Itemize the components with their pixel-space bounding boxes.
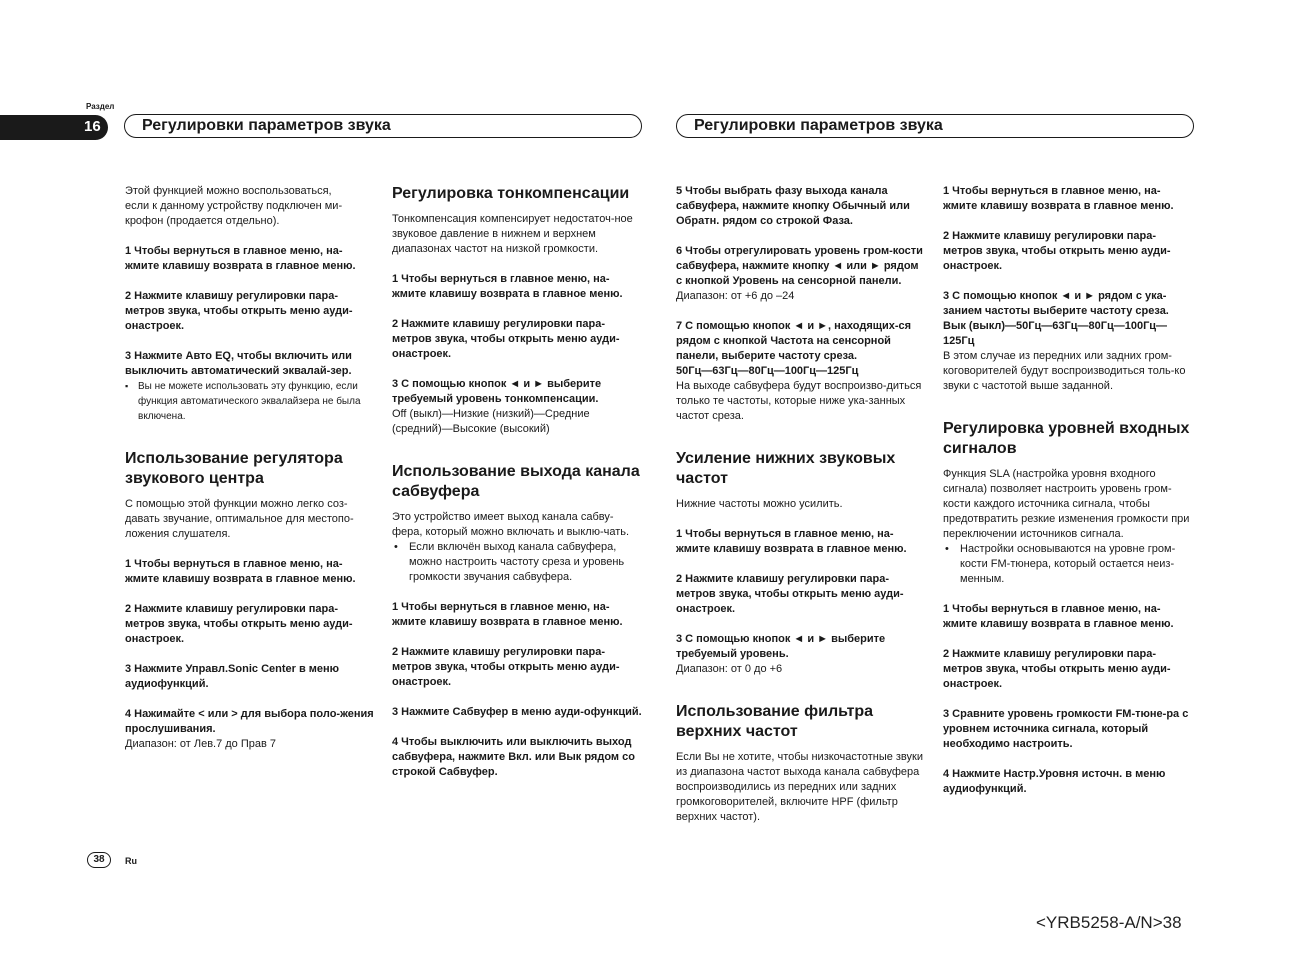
step-text: 4 Нажимайте < или > для выбора поло-жения прослушивания. xyxy=(125,708,374,735)
section-heading: Использование регулятора звукового центра xyxy=(125,450,343,487)
intro-line: крофон (продается отдельно). xyxy=(125,215,280,227)
step-text: 1 Чтобы вернуться в главное меню, на-жмите клавишу возврата в главное меню. xyxy=(392,601,623,628)
bullet-text: • Если включён выход канала сабвуфера, можно настроить частоту среза и уровень громкости звучания сабвуфера. xyxy=(392,540,642,585)
note-text: ▪ Вы не можете использовать эту функцию, если функция автоматического эквалайзера не была включена. xyxy=(125,379,375,424)
step-text: 3 Нажмите Авто EQ, чтобы включить или выключить автоматический эквалай-зер. xyxy=(125,350,352,377)
step-text: 2 Нажмите клавишу регулировки пара-метров звука, чтобы открыть меню ауди-онастроек. xyxy=(125,290,353,332)
header-left xyxy=(124,114,642,138)
range-text: Диапазон: от +6 до –24 xyxy=(676,290,795,302)
header-right-title: Регулировки параметров звука xyxy=(694,117,943,134)
header-right xyxy=(676,114,1194,138)
section-heading: Использование фильтра верхних частот xyxy=(676,703,874,740)
step-text: 2 Нажмите клавишу регулировки пара-метров звука, чтобы открыть меню ауди-онастроек. xyxy=(676,573,904,615)
section-heading: Регулировка уровней входных сигналов xyxy=(943,420,1190,457)
step-text: 3 С помощью кнопок ◄ и ► выберите требуемый уровень. xyxy=(676,633,886,660)
paragraph: Функция SLA (настройка уровня входного сигнала) позволяет настроить уровень гром-кости каждого источника сигнала, чтобы предотвратить резкие изменения громкости при переключении источников сигнала. xyxy=(943,468,1190,540)
page-number: 38 xyxy=(87,852,111,868)
step-text: 2 Нажмите клавишу регулировки пара-метров звука, чтобы открыть меню ауди-онастроек. xyxy=(125,603,353,645)
paragraph: Это устройство имеет выход канала сабву-фера, который можно включать и выклю-чать. xyxy=(392,511,630,538)
step-text: 7 С помощью кнопок ◄ и ►, находящих-ся рядом с кнопкой Частота на сенсорной панели, выберите частоту среза. xyxy=(676,320,912,362)
step-text: 1 Чтобы вернуться в главное меню, на-жмите клавишу возврата в главное меню. xyxy=(125,245,356,272)
column-4 xyxy=(943,184,1193,797)
paragraph: Тонкомпенсация компенсирует недостаточ-ное звуковое давление в нижнем и верхнем диапазонах частот на низкой громкости. xyxy=(392,213,633,255)
page-language: Ru xyxy=(125,856,137,866)
step-text: 3 Сравните уровень громкости FM-тюне-ра с уровнем источника сигнала, который необходимо настроить. xyxy=(943,708,1189,750)
step-text: 3 С помощью кнопок ◄ и ► рядом с ука-занием частоты выберите частоту среза. xyxy=(943,290,1169,317)
step-text: 5 Чтобы выбрать фазу выхода канала сабвуфера, нажмите кнопку Обычный или Обратн. рядом со строкой Фаза. xyxy=(676,185,910,227)
section-heading: Использование выхода канала сабвуфера xyxy=(392,463,640,500)
frequency-values: Вык (выкл)—50Гц—63Гц—80Гц—100Гц—125Гц xyxy=(943,320,1168,347)
step-text: 2 Нажмите клавишу регулировки пара-метров звука, чтобы открыть меню ауди-онастроек. xyxy=(943,230,1171,272)
step-text: 1 Чтобы вернуться в главное меню, на-жмите клавишу возврата в главное меню. xyxy=(392,273,623,300)
values-text: Off (выкл)—Низкие (низкий)—Средние (средний)—Высокие (высокий) xyxy=(392,408,590,435)
step-text: 1 Чтобы вернуться в главное меню, на-жмите клавишу возврата в главное меню. xyxy=(943,603,1174,630)
section-label: Раздел xyxy=(86,102,115,111)
document-code: <YRB5258-A/N>38 xyxy=(1036,913,1182,932)
step-text: 6 Чтобы отрегулировать уровень гром-кости сабвуфера, нажмите кнопку ◄ или ► рядом с кнопкой Уровень на сенсорной панели. xyxy=(676,245,923,287)
step-text: 1 Чтобы вернуться в главное меню, на-жмите клавишу возврата в главное меню. xyxy=(943,185,1174,212)
range-text: Диапазон: от 0 до +6 xyxy=(676,663,783,675)
frequency-values: 50Гц—63Гц—80Гц—100Гц—125Гц xyxy=(676,365,859,377)
step-text: 2 Нажмите клавишу регулировки пара-метров звука, чтобы открыть меню ауди-онастроек. xyxy=(392,646,620,688)
section-heading: Регулировка тонкомпенсации xyxy=(392,185,630,202)
step-text: 1 Чтобы вернуться в главное меню, на-жмите клавишу возврата в главное меню. xyxy=(676,528,907,555)
step-text: 4 Нажмите Настр.Уровня источн. в меню аудиофункций. xyxy=(943,768,1166,795)
paragraph: Нижние частоты можно усилить. xyxy=(676,498,843,510)
header-left-title: Регулировки параметров звука xyxy=(142,117,391,134)
section-number: 16 xyxy=(84,118,101,135)
paragraph: На выходе сабвуфера будут воспроизво-диться только те частоты, которые ниже ука-занных частот среза. xyxy=(676,380,922,422)
section-heading: Усиление нижних звуковых частот xyxy=(676,450,896,487)
paragraph: В этом случае из передних или задних гром-коговорителей будут воспроизводиться толь-ко звуки с частотой выше заданной. xyxy=(943,350,1186,392)
step-text: 4 Чтобы выключить или выключить выход сабвуфера, нажмите Вкл. или Вык рядом со строкой Сабвуфер. xyxy=(392,736,635,778)
column-2 xyxy=(392,184,642,780)
intro-line: если к данному устройству подключен ми- xyxy=(125,200,343,212)
step-text: 3 С помощью кнопок ◄ и ► выберите требуемый уровень тонкомпенсации. xyxy=(392,378,602,405)
column-1 xyxy=(125,184,375,752)
paragraph: С помощью этой функции можно легко соз-давать звучание, оптимальное для местопо-ложения слушателя. xyxy=(125,498,354,540)
step-text: 3 Нажмите Сабвуфер в меню ауди-офункций. xyxy=(392,706,642,718)
intro-line: Этой функцией можно воспользоваться, xyxy=(125,185,332,197)
step-text: 1 Чтобы вернуться в главное меню, на-жмите клавишу возврата в главное меню. xyxy=(125,558,356,585)
paragraph: Если Вы не хотите, чтобы низкочастотные звуки из диапазона частот выхода канала сабвуфера воспроизводились из передних или задних громкоговорителей, включите HPF (фильтр верхних частот). xyxy=(676,751,923,823)
step-text: 2 Нажмите клавишу регулировки пара-метров звука, чтобы открыть меню ауди-онастроек. xyxy=(392,318,620,360)
range-text: Диапазон: от Лев.7 до Прав 7 xyxy=(125,738,277,750)
step-text: 2 Нажмите клавишу регулировки пара-метров звука, чтобы открыть меню ауди-онастроек. xyxy=(943,648,1171,690)
column-3 xyxy=(676,184,926,825)
step-text: 3 Нажмите Управл.Sonic Center в меню аудиофункций. xyxy=(125,663,340,690)
bullet-text: • Настройки основываются на уровне гром-кости FM-тюнера, который остается неиз-менным. xyxy=(943,542,1193,587)
